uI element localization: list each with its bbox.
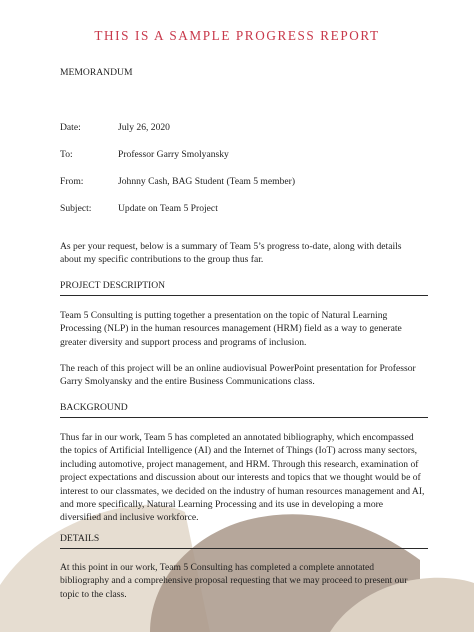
- subject-value: Update on Team 5 Project: [118, 203, 218, 214]
- project-description-paragraph-1: Team 5 Consulting is putting together a presentation on the topic of Natural Learning Processing (NLP) in the human resources management (HRM) field as a way to generate greater diversity and support process and programs of inclusion.: [60, 310, 402, 348]
- section-heading-project-description: PROJECT DESCRIPTION: [60, 280, 428, 296]
- details-paragraph: At this point in our work, Team 5 Consulting has completed a complete annotated bibliography and a comprehensive proposal requesting that we may proceed to present our topic to the class.: [60, 562, 408, 600]
- project-description-paragraph-2: The reach of this project will be an online audiovisual PowerPoint presentation for Professor Garry Smolyansky and the entire Business Communications class.: [60, 363, 416, 388]
- to-value: Professor Garry Smolyansky: [118, 149, 229, 160]
- date-value: July 26, 2020: [118, 122, 170, 133]
- from-label: From:: [60, 176, 84, 187]
- report-title: THIS IS A SAMPLE PROGRESS REPORT: [94, 28, 380, 43]
- section-heading-background: BACKGROUND: [60, 402, 428, 418]
- to-label: To:: [60, 149, 73, 160]
- from-value: Johnny Cash, BAG Student (Team 5 member): [118, 176, 296, 187]
- subject-label: Subject:: [60, 203, 92, 214]
- section-heading-details: DETAILS: [60, 533, 428, 549]
- memo-heading: MEMORANDUM: [60, 67, 133, 78]
- background-paragraph: Thus far in our work, Team 5 has completed an annotated bibliography, which encompassed the topics of Artificial Intelligence (AI) and the Internet of Things (IoT) across many sectors, including automotive, project management, and HRM. Through this research, examination of project expectations and discussion about our interests and topics that we thought would be of interest to our classmates, we decided on the industry of human resources management and AI, and more specifically, Natural Learning Processing and its use in developing a more diversified and inclusive workforce.: [60, 432, 425, 524]
- date-label: Date:: [60, 122, 81, 133]
- intro-paragraph: As per your request, below is a summary of Team 5’s progress to-date, along with details about my specific contributions to the group thus far.: [60, 241, 402, 266]
